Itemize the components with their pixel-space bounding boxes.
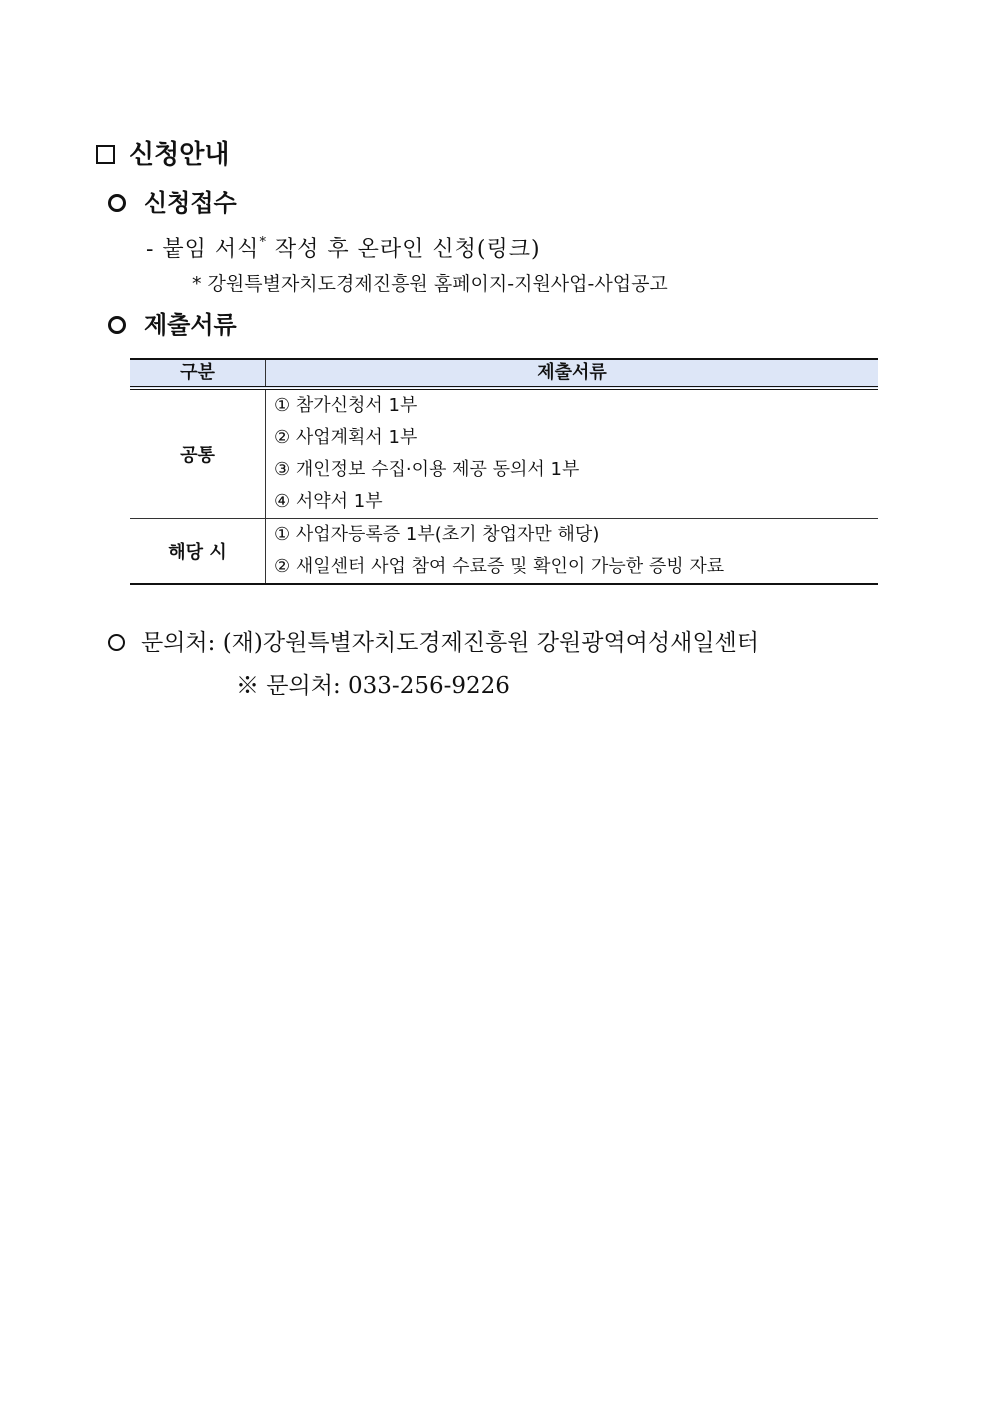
circle-bullet-icon — [108, 194, 126, 212]
circle-bullet-icon — [108, 634, 125, 651]
row-items — [266, 519, 879, 585]
section-apply-heading — [108, 188, 237, 218]
checkbox-square-icon — [96, 145, 115, 164]
table-header-row — [130, 359, 878, 388]
row-category: 공통 — [130, 388, 266, 519]
list-item: ② 사업계획서 1부 — [274, 427, 418, 448]
documents-table — [130, 358, 878, 585]
section-docs-title: 제출서류 — [144, 310, 237, 339]
page-title-text: 신청안내 — [129, 140, 230, 170]
contact-phone: ※ 문의처: 033-256-9226 — [236, 673, 510, 699]
list-item: ④ 서약서 1부 — [274, 491, 383, 512]
list-item: ③ 개인정보 수집·이용 제공 동의서 1부 — [274, 459, 580, 480]
apply-instruction-text: - 붙임 서식 — [146, 237, 260, 262]
contact-label: 문의처: (재)강원특별자치도경제진흥원 강원광역여성새일센터 — [141, 630, 759, 656]
contact-line — [108, 627, 759, 659]
row-category: 해당 시 — [130, 519, 266, 585]
table-row — [130, 388, 878, 519]
list-item: ① 참가신청서 1부 — [274, 395, 418, 416]
list-item: ② 새일센터 사업 참여 수료증 및 확인이 가능한 증빙 자료 — [274, 556, 725, 577]
circle-bullet-icon — [108, 316, 126, 334]
table-row — [130, 519, 878, 585]
apply-footnote: * 강원특별자치도경제진흥원 홈페이지-지원사업-사업공고 — [192, 273, 668, 295]
header-category: 구분 — [130, 359, 266, 388]
apply-instruction-rest: 작성 후 온라인 신청(링크) — [266, 237, 541, 262]
page-title — [96, 138, 229, 172]
section-docs-heading — [108, 310, 237, 340]
apply-instruction — [146, 228, 541, 265]
row-items — [266, 388, 879, 519]
section-apply-title: 신청접수 — [144, 188, 237, 217]
list-item: ① 사업자등록증 1부(초기 창업자만 해당) — [274, 524, 600, 545]
header-documents: 제출서류 — [266, 359, 879, 388]
footnote-mark: * — [259, 235, 267, 250]
